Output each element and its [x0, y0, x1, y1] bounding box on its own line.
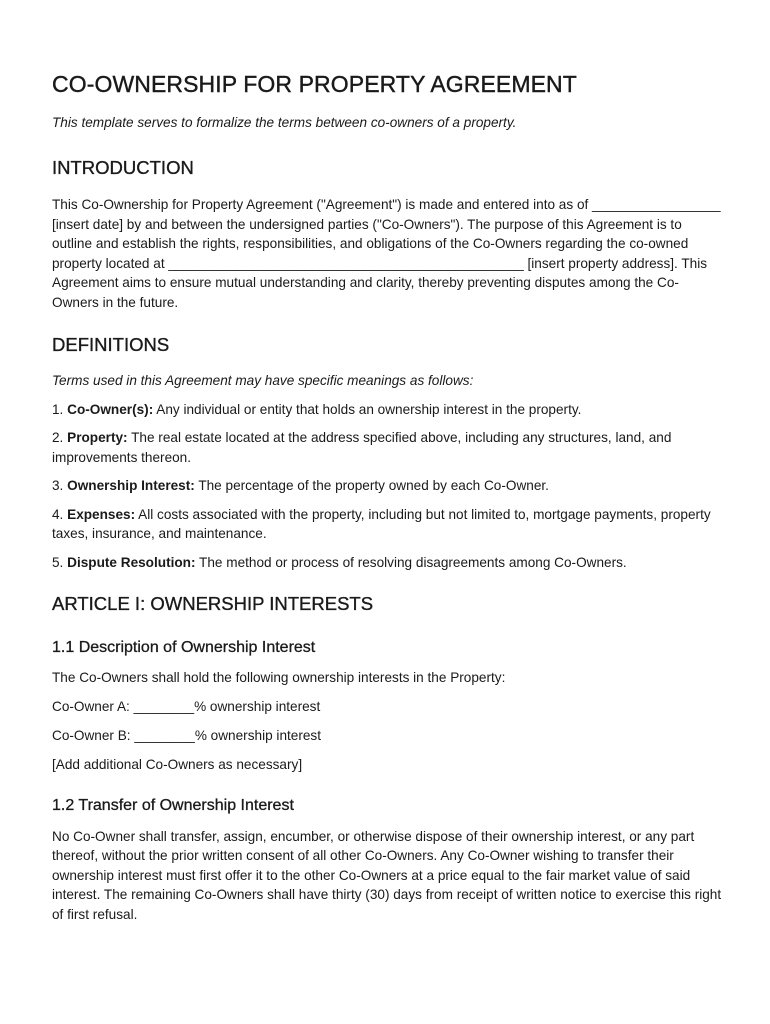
- document-subtitle: This template serves to formalize the terms between co-owners of a property.: [52, 115, 517, 130]
- definition-number: 1.: [52, 401, 64, 417]
- definition-term: Ownership Interest:: [67, 478, 195, 493]
- definition-term: Dispute Resolution:: [67, 554, 196, 570]
- co-owner-a-line: Co-Owner A: ________% ownership interest: [52, 699, 321, 714]
- introduction-heading: INTRODUCTION: [52, 157, 194, 178]
- definition-term: Co-Owner(s):: [67, 401, 154, 417]
- definition-number: 3.: [52, 478, 64, 493]
- introduction-body: This Co-Ownership for Property Agreement ("Agreement") is made and entered into as of _________________ [insert date] by and between the undersigned parties ("Co-Owners"). The purpose of this Agreement is to outline and establish the rights, responsibilities, and obligations of the Co-Owners regarding the co-owned property located at _______________________________________________ [insert property address]. This Agreement aims to ensure mutual understanding and clarity, thereby preventing disputes among the Co-Owners in the future.: [52, 197, 721, 310]
- definitions-heading: DEFINITIONS: [52, 334, 170, 355]
- definition-text: All costs associated with the property, including but not limited to, mortgage payments, property taxes, insurance, and maintenance.: [52, 506, 711, 541]
- definition-text: The real estate located at the address specified above, including any structures, land, and improvements thereon.: [52, 430, 672, 465]
- definition-term: Property:: [67, 430, 128, 445]
- co-owner-b-line: Co-Owner B: ________% ownership interest: [52, 728, 322, 743]
- definition-item: [52, 476, 722, 496]
- section-1-1-intro: The Co-Owners shall hold the following ownership interests in the Property:: [52, 670, 506, 685]
- definitions-lead: Terms used in this Agreement may have specific meanings as follows:: [52, 373, 474, 388]
- section-1-2-body: No Co-Owner shall transfer, assign, encumber, or otherwise dispose of their ownership interest, or any part thereof, without the prior written consent of all other Co-Owners. Any Co-Owner wishing to transfer their ownership interest must first offer it to the other Co-Owners at a price equal to the fair market value of said interest. The remaining Co-Owners shall have thirty (30) days from receipt of written notice to exercise this right of first refusal.: [52, 828, 722, 922]
- definition-item: [52, 400, 722, 420]
- section-1-1-heading: 1.1 Description of Ownership Interest: [52, 639, 316, 656]
- definition-number: 2.: [52, 430, 64, 445]
- definition-term: Expenses:: [67, 506, 136, 522]
- definition-item: [52, 553, 722, 573]
- document-title: CO-OWNERSHIP FOR PROPERTY AGREEMENT: [52, 71, 577, 97]
- definition-text: The percentage of the property owned by each Co-Owner.: [198, 478, 549, 493]
- definition-number: 4.: [52, 506, 64, 522]
- definition-text: The method or process of resolving disagreements among Co-Owners.: [199, 554, 627, 570]
- definition-item: [52, 428, 722, 467]
- article-1-heading: ARTICLE I: OWNERSHIP INTERESTS: [52, 593, 374, 614]
- definition-item: [52, 505, 722, 544]
- section-1-2-heading: 1.2 Transfer of Ownership Interest: [52, 796, 294, 814]
- definition-number: 5.: [52, 554, 64, 570]
- definition-text: Any individual or entity that holds an ownership interest in the property.: [156, 401, 582, 417]
- additional-co-owners-note: [Add additional Co-Owners as necessary]: [52, 757, 303, 772]
- document-page: [52, 70, 722, 924]
